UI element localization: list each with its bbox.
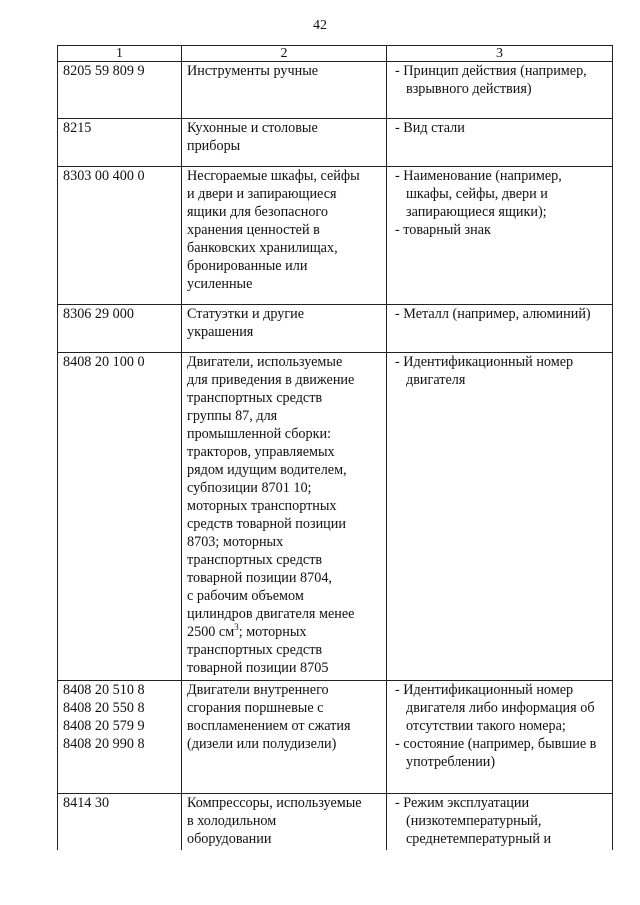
page-number: 42 [313,18,327,33]
attribute-cell [387,681,613,794]
attribute-line: среднетемпературный и [406,831,552,847]
table-header-row [58,46,613,62]
name-line: в холодильном [187,813,277,829]
name-line: ящики для безопасного [187,204,328,220]
name-line: банковских хранилищах, [187,240,338,256]
name-line: цилиндров двигателя менее [187,606,355,622]
name-line: товарной позиции 8705 [187,660,329,676]
superscript: 3 [234,622,239,632]
name-line: Двигатели внутреннего [187,682,329,698]
name-line: транспортных средств [187,642,323,658]
name-cell [182,794,387,850]
name-line: Двигатели, используемые [187,354,343,370]
name-line: оборудовании [187,831,272,847]
name-line: тракторов, управляемых [187,444,335,460]
name-line: для приведения в движение [187,372,355,388]
goods-table [57,45,613,850]
attribute-line: - Режим эксплуатации [395,795,530,811]
code-cell [58,681,182,794]
name-line: бронированные или [187,258,308,274]
name-cell [182,681,387,794]
table-row [58,794,613,850]
tariff-code: 8414 30 [63,795,110,811]
name-line: Статуэтки и другие [187,306,305,322]
table-row [58,681,613,794]
attribute-line: шкафы, сейфы, двери и [406,186,548,202]
code-cell [58,62,182,119]
attribute-cell [387,305,613,353]
column-header-1: 1 [58,46,182,62]
name-cell [182,353,387,681]
name-line: усиленные [187,276,253,292]
name-line: группы 87, для [187,408,278,424]
name-line: Несгораемые шкафы, сейфы [187,168,360,184]
attribute-line: двигателя либо информация об [406,700,595,716]
attribute-line: - Вид стали [395,120,465,136]
name-line: транспортных средств [187,390,323,406]
table-row [58,62,613,119]
attribute-line: - Наименование (например, [395,168,562,184]
name-line: с рабочим объемом [187,588,304,604]
tariff-code: 8205 59 809 9 [63,63,145,79]
name-line: украшения [187,324,254,340]
attribute-cell [387,353,613,681]
attribute-cell [387,167,613,305]
code-cell [58,305,182,353]
table-row [58,353,613,681]
tariff-code: 8408 20 100 0 [63,354,145,370]
attribute-cell [387,62,613,119]
name-cell [182,62,387,119]
attribute-line: взрывного действия) [406,81,532,97]
code-cell [58,794,182,850]
attribute-line: - Идентификационный номер [395,354,574,370]
name-line: Инструменты ручные [187,63,319,79]
name-line: сгорания поршневые с [187,700,324,716]
name-cell [182,167,387,305]
attribute-line: (низкотемпературный, [406,813,542,829]
name-line: Кухонные и столовые [187,120,318,136]
attribute-line: запирающиеся ящики); [406,204,547,220]
attribute-line: - Металл (например, алюминий) [395,306,591,322]
name-line: 2500 см [187,624,235,640]
name-line: приборы [187,138,241,154]
code-cell [58,119,182,167]
attribute-line: отсутствии такого номера; [406,718,566,734]
column-header-2: 2 [182,46,387,62]
attribute-line: - состояние (например, бывшие в [395,736,597,752]
name-line: промышленной сборки: [187,426,332,442]
tariff-code: 8408 20 510 8 [63,682,145,698]
name-line: воспламенением от сжатия [187,718,351,734]
name-line: хранения ценностей в [187,222,320,238]
name-line: транспортных средств [187,552,323,568]
name-line: и двери и запирающиеся [187,186,337,202]
attribute-line: - Принцип действия (например, [395,63,587,79]
attribute-cell [387,119,613,167]
name-line: моторных транспортных [187,498,337,514]
name-line: средств товарной позиции [187,516,346,532]
tariff-code: 8408 20 550 8 [63,700,145,716]
name-line: товарной позиции 8704, [187,570,332,586]
name-line: 8703; моторных [187,534,284,550]
tariff-code: 8215 [63,120,92,136]
tariff-code: 8303 00 400 0 [63,168,145,184]
name-line: рядом идущим водителем, [187,462,347,478]
name-cell [182,305,387,353]
tariff-code: 8408 20 579 9 [63,718,145,734]
attribute-line: - Идентификационный номер [395,682,574,698]
code-cell [58,353,182,681]
name-line: (дизели или полудизели) [187,736,337,752]
attribute-cell [387,794,613,850]
tariff-code: 8408 20 990 8 [63,736,145,752]
name-line: субпозиции 8701 10; [187,480,312,496]
attribute-line: - товарный знак [395,222,491,238]
attribute-line: двигателя [406,372,466,388]
name-cell [182,119,387,167]
table-row [58,119,613,167]
tariff-code: 8306 29 000 [63,306,134,322]
column-header-3: 3 [387,46,613,62]
name-line: Компрессоры, используемые [187,795,362,811]
code-cell [58,167,182,305]
table-row [58,167,613,305]
name-line-with-superscript [187,623,382,641]
name-line-suffix: ; моторных [238,624,307,640]
attribute-line: употреблении) [406,754,496,770]
table-row [58,305,613,353]
